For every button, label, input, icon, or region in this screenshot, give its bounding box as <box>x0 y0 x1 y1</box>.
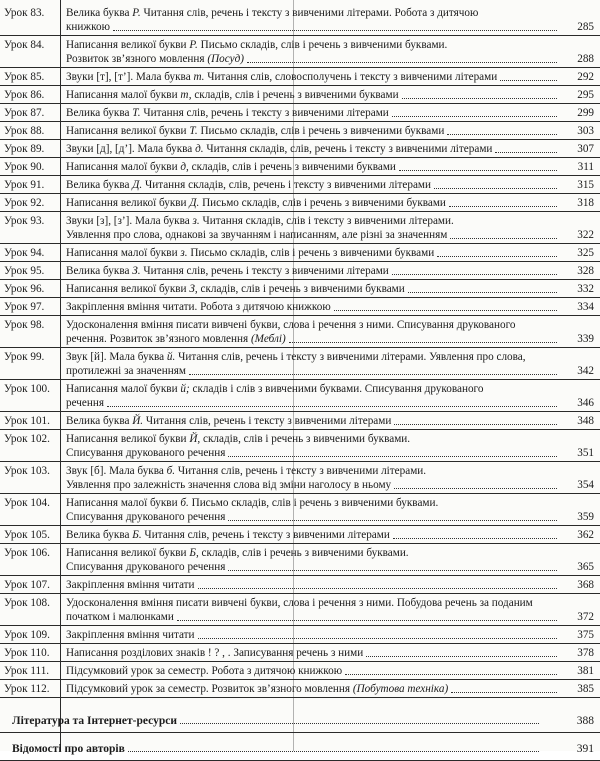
page-number: 307 <box>577 143 594 155</box>
lesson-title <box>66 106 560 120</box>
lesson-title <box>66 178 560 192</box>
lesson-number: Урок 95. <box>4 265 45 277</box>
lesson-title-line: Підсумковий урок за семестр. Розвиток зв’язного мовлення (Побутова техніка) <box>66 683 449 695</box>
lesson-number: Урок 112. <box>4 683 50 695</box>
lesson-title <box>66 246 560 260</box>
page-number: 372 <box>577 611 594 623</box>
lesson-title-line: Написання малої букви з. Письмо складів, слів і речень з вивченими буквами <box>66 247 435 259</box>
row-divider <box>0 103 600 104</box>
lesson-number: Урок 97. <box>4 301 45 313</box>
lesson-number: Урок 86. <box>4 89 45 101</box>
page-number: 332 <box>577 283 594 295</box>
lesson-title-line: Звуки [т], [т’]. Мала буква т. Читання слів, словосполучень і тексту з вивченими літерами <box>66 71 498 83</box>
dot-leader <box>402 97 557 99</box>
row-divider <box>0 243 600 244</box>
lesson-number: Урок 101. <box>4 415 50 427</box>
lesson-title-line: Уявлення про слова, однакові за звучанням і написанням, але різні за значенням <box>66 229 448 241</box>
dot-leader <box>394 487 557 489</box>
row-divider <box>0 543 600 544</box>
dot-leader <box>366 655 557 657</box>
lesson-title-line: Закріплення вміння читати <box>66 629 195 641</box>
lesson-number: Урок 96. <box>4 283 45 295</box>
lesson-title <box>66 70 560 84</box>
lesson-number: Урок 100. <box>4 383 50 395</box>
lesson-number: Урок 107. <box>4 579 50 591</box>
row-divider <box>0 593 600 594</box>
row-divider <box>0 379 600 380</box>
dot-leader <box>107 405 557 407</box>
row-divider <box>0 347 600 348</box>
row-divider <box>0 411 600 412</box>
dot-leader <box>449 205 557 207</box>
lesson-number: Урок 84. <box>4 39 45 51</box>
dot-leader <box>500 79 557 81</box>
lesson-title-line: Написання малої букви д, складів, слів і речень з вивченими буквами <box>66 161 396 173</box>
page-number: 303 <box>577 125 594 137</box>
lesson-title-line: Звуки [з], [з’]. Мала буква з. Читання складів, слів і тексту з вивченими літерами. <box>66 215 454 227</box>
lesson-title-line: Закріплення вміння читати <box>66 579 195 591</box>
lesson-number: Урок 105. <box>4 529 50 541</box>
row-divider <box>0 121 600 122</box>
dot-leader <box>198 637 557 639</box>
row-divider <box>0 643 600 644</box>
lesson-title-line: речення <box>66 397 104 409</box>
dot-leader <box>334 309 557 311</box>
lesson-number: Урок 88. <box>4 125 45 137</box>
dot-leader <box>437 255 557 257</box>
dot-leader <box>198 587 557 589</box>
lesson-title-line: протилежні за значенням <box>66 365 186 377</box>
lesson-title <box>66 664 560 678</box>
dot-leader <box>180 722 539 724</box>
lesson-title-line: Розвиток зв’язного мовлення (Посуд) <box>66 53 244 65</box>
lesson-title <box>66 496 560 524</box>
lesson-title <box>66 160 560 174</box>
row-divider <box>0 697 600 698</box>
lesson-number: Урок 83. <box>4 7 45 19</box>
lesson-title-line: Велика буква Р. Читання слів, речень і тексту з вивченими літерами. Робота з дитячою <box>66 7 479 19</box>
lesson-title <box>66 646 560 660</box>
dot-leader <box>399 169 557 171</box>
page-number: 325 <box>577 247 594 259</box>
lesson-number: Урок 110. <box>4 647 50 659</box>
dot-leader <box>393 537 557 539</box>
lesson-number: Урок 85. <box>4 71 45 83</box>
dot-leader <box>228 455 557 457</box>
row-divider <box>0 661 600 662</box>
lesson-title <box>66 350 560 378</box>
row-divider <box>0 139 600 140</box>
lesson-title-line: Велика буква Т. Читання слів, речень і тексту з вивченими літерами <box>66 107 389 119</box>
lesson-number: Урок 90. <box>4 161 45 173</box>
page-number: 318 <box>577 197 594 209</box>
lesson-title-line: Велика буква Б. Читання слів, речень і тексту з вивченими літерами <box>66 529 390 541</box>
lesson-title-line: Списування друкованого речення <box>66 447 226 459</box>
lesson-title-line: Велика буква Й. Читання слів, речень і тексту з вивченими літерами <box>66 415 392 427</box>
lesson-title-line: Звуки [д], [д’]. Мала буква д. Читання складів, слів, речень і тексту з вивченими літерами <box>66 143 493 155</box>
lesson-title-line: Написання великої букви Д. Письмо складів, слів і речень з вивченими буквами <box>66 197 446 209</box>
dot-leader <box>228 519 557 521</box>
lesson-number: Урок 89. <box>4 143 45 155</box>
lesson-number: Урок 87. <box>4 107 45 119</box>
lesson-title-line: Звук [й]. Мала буква й. Читання слів, речень і тексту з вивченими літерами. Уявлення про слова, <box>66 351 526 363</box>
lesson-title-line: Списування друкованого речення <box>66 511 226 523</box>
row-divider <box>0 493 600 494</box>
lesson-title <box>66 300 560 314</box>
lesson-title <box>66 414 560 428</box>
section-title: Відомості про авторів <box>12 743 125 755</box>
lesson-number: Урок 99. <box>4 351 45 363</box>
dot-leader <box>408 291 557 293</box>
page-number: 362 <box>577 529 594 541</box>
lesson-number: Урок 106. <box>4 547 50 559</box>
page-number: 348 <box>577 415 594 427</box>
lesson-title-line: речення. Розвиток зв’язного мовлення (Меблі) <box>66 333 286 345</box>
lesson-number: Урок 93. <box>4 215 45 227</box>
dot-leader <box>345 673 557 675</box>
page-number: 292 <box>577 71 594 83</box>
lesson-number: Урок 94. <box>4 247 45 259</box>
lesson-title-line: Написання великої букви Б, складів, слів і речень з вивченими буквами. <box>66 547 409 559</box>
lesson-number: Урок 104. <box>4 497 50 509</box>
lesson-title <box>66 546 560 574</box>
row-divider <box>0 175 600 176</box>
row-divider <box>0 67 600 68</box>
page-number: 334 <box>577 301 594 313</box>
lesson-number: Урок 103. <box>4 465 50 477</box>
row-divider <box>0 461 600 462</box>
lesson-title-line: книжкою <box>66 21 110 33</box>
dot-leader <box>247 61 557 63</box>
lesson-number: Урок 109. <box>4 629 50 641</box>
dot-leader <box>113 29 557 31</box>
row-divider <box>0 279 600 280</box>
lesson-number: Урок 92. <box>4 197 45 209</box>
lesson-title <box>66 596 560 624</box>
lesson-title-line: Написання малої букви б. Письмо складів, слів і речень з вивченими буквами. <box>66 497 439 509</box>
row-divider <box>0 211 600 212</box>
lesson-title-line: Звук [б]. Мала буква б. Читання слів, речень і тексту з вивченими літерами. <box>66 465 427 477</box>
page-number: 375 <box>577 629 594 641</box>
lesson-title <box>66 628 560 642</box>
row-divider <box>0 193 600 194</box>
page-number: 315 <box>577 179 594 191</box>
page-number: 342 <box>577 365 594 377</box>
dot-leader <box>495 151 557 153</box>
lesson-title <box>66 142 560 156</box>
row-divider <box>0 525 600 526</box>
lesson-title-line: Велика буква Д. Читання складів, слів, речень і тексту з вивченими літерами <box>66 179 431 191</box>
lesson-title-line: Удосконалення вміння писати вивчені букви, слова і речення з ними. Побудова речень за поданим <box>66 597 533 609</box>
lesson-title-line: Написання великої букви З, складів, слів і речень з вивченими буквами <box>66 283 405 295</box>
dot-leader <box>289 341 557 343</box>
dot-leader <box>434 187 557 189</box>
dot-leader <box>450 237 557 239</box>
page-number: 388 <box>576 715 594 727</box>
lesson-title <box>66 382 560 410</box>
row-divider <box>0 315 600 316</box>
lesson-number: Урок 98. <box>4 319 45 331</box>
page-number: 288 <box>577 53 594 65</box>
page-number: 391 <box>576 743 594 755</box>
lesson-title-line: Написання великої букви Т. Письмо складів, слів і речень з вивченими буквами <box>66 125 445 137</box>
lesson-title <box>66 264 560 278</box>
row-divider <box>0 625 600 626</box>
row-divider <box>0 679 600 680</box>
lesson-title <box>66 432 560 460</box>
dot-leader <box>392 115 557 117</box>
row-divider <box>0 157 600 158</box>
lesson-title <box>66 214 560 242</box>
lesson-title-line: Закріплення вміння читати. Робота з дитячою книжкою <box>66 301 331 313</box>
page-number: 299 <box>577 107 594 119</box>
lesson-title <box>66 88 560 102</box>
page-number: 385 <box>577 683 594 695</box>
lesson-title-line: Удосконалення вміння писати вивчені букви, слова і речення з ними. Списування друкованого <box>66 319 516 331</box>
lesson-title-line: Велика буква З. Читання слів, речень і тексту з вивченими літерами <box>66 265 389 277</box>
lesson-title-line: початком і малюнками <box>66 611 174 623</box>
lesson-title <box>66 6 560 34</box>
page-number: 328 <box>577 265 594 277</box>
lesson-title-line: Написання малої букви й; складів і слів з вивченими буквами. Списування друкованого <box>66 383 484 395</box>
lesson-title-line: Підсумковий урок за семестр. Робота з дитячою книжкою <box>66 665 343 677</box>
page-number: 368 <box>577 579 594 591</box>
dot-leader <box>394 423 557 425</box>
section-title: Література та Інтернет-ресурси <box>12 715 177 727</box>
page-number: 322 <box>577 229 594 241</box>
dot-leader <box>451 691 557 693</box>
lesson-title-line: Написання великої букви Р. Письмо складів, слів і речень з вивченими буквами. <box>66 39 448 51</box>
dot-leader <box>392 273 557 275</box>
lesson-title <box>66 196 560 210</box>
lesson-title-line: Написання розділових знаків ! ? , . Записування речень з ними <box>66 647 364 659</box>
row-divider <box>0 575 600 576</box>
lesson-title <box>66 38 560 66</box>
lesson-title <box>66 282 560 296</box>
row-divider <box>0 35 600 36</box>
page-number: 365 <box>577 561 594 573</box>
page-number: 311 <box>577 161 594 173</box>
lesson-number: Урок 111. <box>4 665 50 677</box>
lesson-title-line: Уявлення про залежність значення слова від зміни наголосу в ньому <box>66 479 392 491</box>
page-number: 378 <box>577 647 594 659</box>
lesson-title <box>66 578 560 592</box>
row-divider <box>0 261 600 262</box>
page-number: 351 <box>577 447 594 459</box>
lesson-number: Урок 91. <box>4 179 45 191</box>
dot-leader <box>128 750 539 752</box>
dot-leader <box>447 133 557 135</box>
column-divider-left <box>60 0 61 751</box>
row-divider <box>0 297 600 298</box>
lesson-title-line: Списування друкованого речення <box>66 561 226 573</box>
lesson-number: Урок 108. <box>4 597 50 609</box>
row-divider <box>0 429 600 430</box>
lesson-title <box>66 464 560 492</box>
lesson-title <box>66 124 560 138</box>
lesson-title-line: Написання великої букви Й, складів, слів і речень з вивченими буквами. <box>66 433 411 445</box>
dot-leader <box>228 569 557 571</box>
page-number: 381 <box>577 665 594 677</box>
row-divider <box>0 85 600 86</box>
lesson-title <box>66 318 560 346</box>
page-number: 285 <box>577 21 594 33</box>
page-number: 346 <box>577 397 594 409</box>
page-number: 295 <box>577 89 594 101</box>
lesson-number: Урок 102. <box>4 433 50 445</box>
page-number: 339 <box>577 333 594 345</box>
section-divider <box>0 732 600 733</box>
dot-leader <box>177 619 557 621</box>
dot-leader <box>189 373 557 375</box>
lesson-title <box>66 528 560 542</box>
page-number: 354 <box>577 479 594 491</box>
lesson-title-line: Написання малої букви т, складів, слів і речень з вивченими буквами <box>66 89 399 101</box>
page-number: 359 <box>577 511 594 523</box>
lesson-title <box>66 682 560 696</box>
